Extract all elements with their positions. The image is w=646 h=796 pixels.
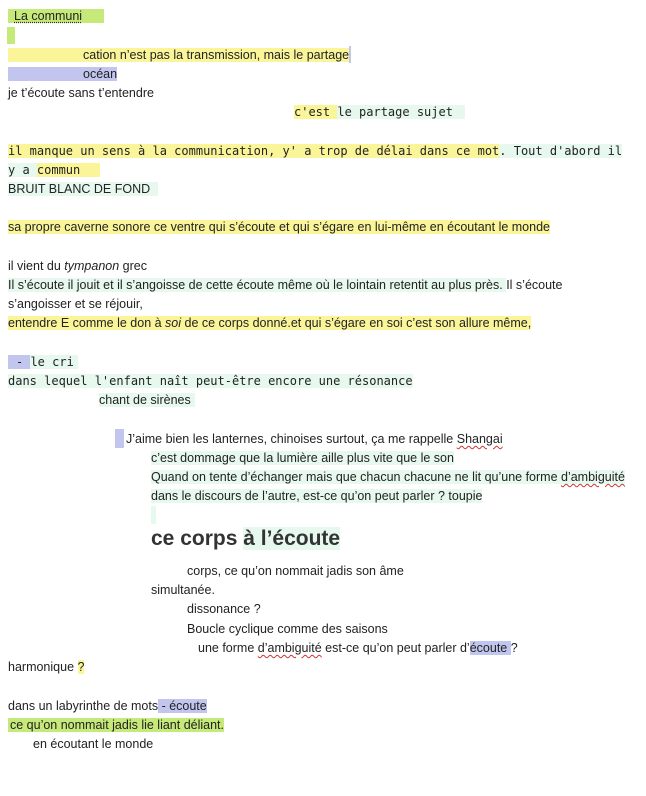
fragment-cest: c'est: [294, 105, 338, 119]
fragment-echanger: [151, 470, 625, 484]
text-line-5: [294, 103, 465, 122]
fragment-discours: dans le discours de l’autre, est-ce qu’on peut parler ? toupie: [151, 489, 483, 503]
text-line-20: [151, 487, 482, 506]
fragment-il-manque: il manque un sens à la communication, y' a trop de délai dans ce mot: [8, 144, 500, 158]
text-line-23: simultanée.: [151, 583, 215, 597]
fragment-il-secoute: Il s’écoute il jouit et il s’angoisse de cette écoute même où le lointain retentit au plus près.: [8, 278, 507, 292]
text-line-8: [8, 180, 158, 199]
cursor-mark: [349, 46, 351, 63]
text-line-14: [8, 353, 78, 372]
fragment-commun: commun: [37, 163, 100, 177]
fragment-grec: grec: [119, 259, 147, 273]
fragment-harmonique: harmonique: [8, 660, 78, 674]
fragment-ambiguite-1: d’ambiguité: [561, 470, 625, 484]
highlight-mark: [7, 27, 15, 44]
text-line-27: [8, 658, 84, 677]
text-line-19: [151, 468, 625, 487]
text-line-4: je t’écoute sans t’entendre: [8, 86, 154, 100]
heading-ce-corps: [151, 525, 340, 553]
text-line-9: [8, 218, 550, 237]
fragment-il-vient: il vient du: [8, 259, 65, 273]
fragment-lie-liant: ce qu’on nommait jadis lie liant déliant.: [10, 718, 225, 732]
fragment-ambiguite-2: d’ambiguité: [257, 641, 322, 655]
fragment-ocean: océan: [8, 67, 117, 81]
fragment-echanger-a: Quand on tente d’échanger mais que chacun chacune ne lit qu’une forme: [151, 470, 561, 484]
fragment-entendre-c: de ce corps donné.et qui s’égare en soi c’est son allure même,: [181, 316, 532, 330]
fragment-ecoute: écoute: [469, 641, 511, 655]
fragment-dash: -: [8, 355, 30, 369]
text-line-16: [99, 391, 195, 410]
fragment-caverne: sa propre caverne sonore ce ventre qui s’écoute et qui s’égare en lui-même en écoutant le monde: [8, 220, 550, 234]
text-line-18: [151, 449, 454, 468]
text-line-11: [8, 276, 562, 295]
fragment-cation: cation n’est pas la transmission, mais le partage: [8, 48, 349, 62]
fragment-le-cri: le cri: [30, 355, 77, 369]
fragment-enfant: dans lequel l'enfant naît peut-être encore une résonance: [8, 374, 413, 388]
fragment-parler: est-ce qu’on peut parler d’: [321, 641, 470, 655]
text-line-28: [8, 697, 207, 716]
heading-part-a: ce corps: [151, 527, 244, 550]
fragment-la-communi: La communi: [8, 9, 104, 23]
text-line-10: [8, 257, 147, 276]
fragment-sirenes: chant de sirènes: [99, 393, 195, 407]
text-line-13: [8, 314, 531, 333]
fragment-soi: soi: [165, 316, 182, 330]
fragment-shangai: Shangai: [456, 432, 503, 446]
fragment-entendre: [8, 316, 531, 330]
fragment-question-mark: ?: [77, 660, 85, 674]
fragment-question: ?: [510, 641, 518, 655]
fragment-entendre-a: entendre E comme le don à: [8, 316, 166, 330]
text-line-22: corps, ce qu’on nommait jadis son âme: [187, 564, 404, 578]
fragment-y-a: y a: [8, 163, 37, 177]
fragment-il-secoute-end: Il s’écoute: [506, 278, 563, 292]
text-line-25: Boucle cyclique comme des saisons: [187, 622, 388, 636]
text-line-1: [8, 7, 104, 26]
fragment-lanternes: J’aime bien les lanternes, chinoises surtout, ça me rappelle: [126, 432, 457, 446]
text-line-3: [8, 65, 117, 84]
text-line-2: [8, 46, 351, 65]
fragment-le-partage-sujet: le partage sujet: [337, 105, 465, 119]
text-line-29: [8, 716, 224, 735]
text-line-6: [8, 142, 622, 161]
fragment-bruit-blanc: BRUIT BLANC DE FOND: [8, 182, 158, 196]
fragment-labyrinthe: dans un labyrinthe de mots: [8, 699, 159, 713]
highlight-mark: [115, 429, 124, 448]
text-line-12: s’angoisser et se réjouir,: [8, 297, 143, 311]
fragment-une-forme: une forme: [198, 641, 258, 655]
fragment-tout-dabord: . Tout d'abord il: [499, 144, 623, 158]
text-line-26: [198, 639, 518, 658]
text-line-17: [126, 430, 503, 449]
heading-part-b: à l’écoute: [243, 527, 341, 550]
fragment-lumiere: c’est dommage que la lumière aille plus vite que le son: [151, 451, 454, 465]
fragment-dash-ecoute: - écoute: [158, 699, 207, 713]
text-line-30: en écoutant le monde: [33, 737, 154, 751]
text-line-24: dissonance ?: [187, 602, 261, 616]
highlight-mark: [151, 506, 156, 524]
fragment-tympanon: tympanon: [64, 259, 120, 273]
text-line-15: [8, 372, 413, 391]
text-line-7: [8, 161, 100, 180]
